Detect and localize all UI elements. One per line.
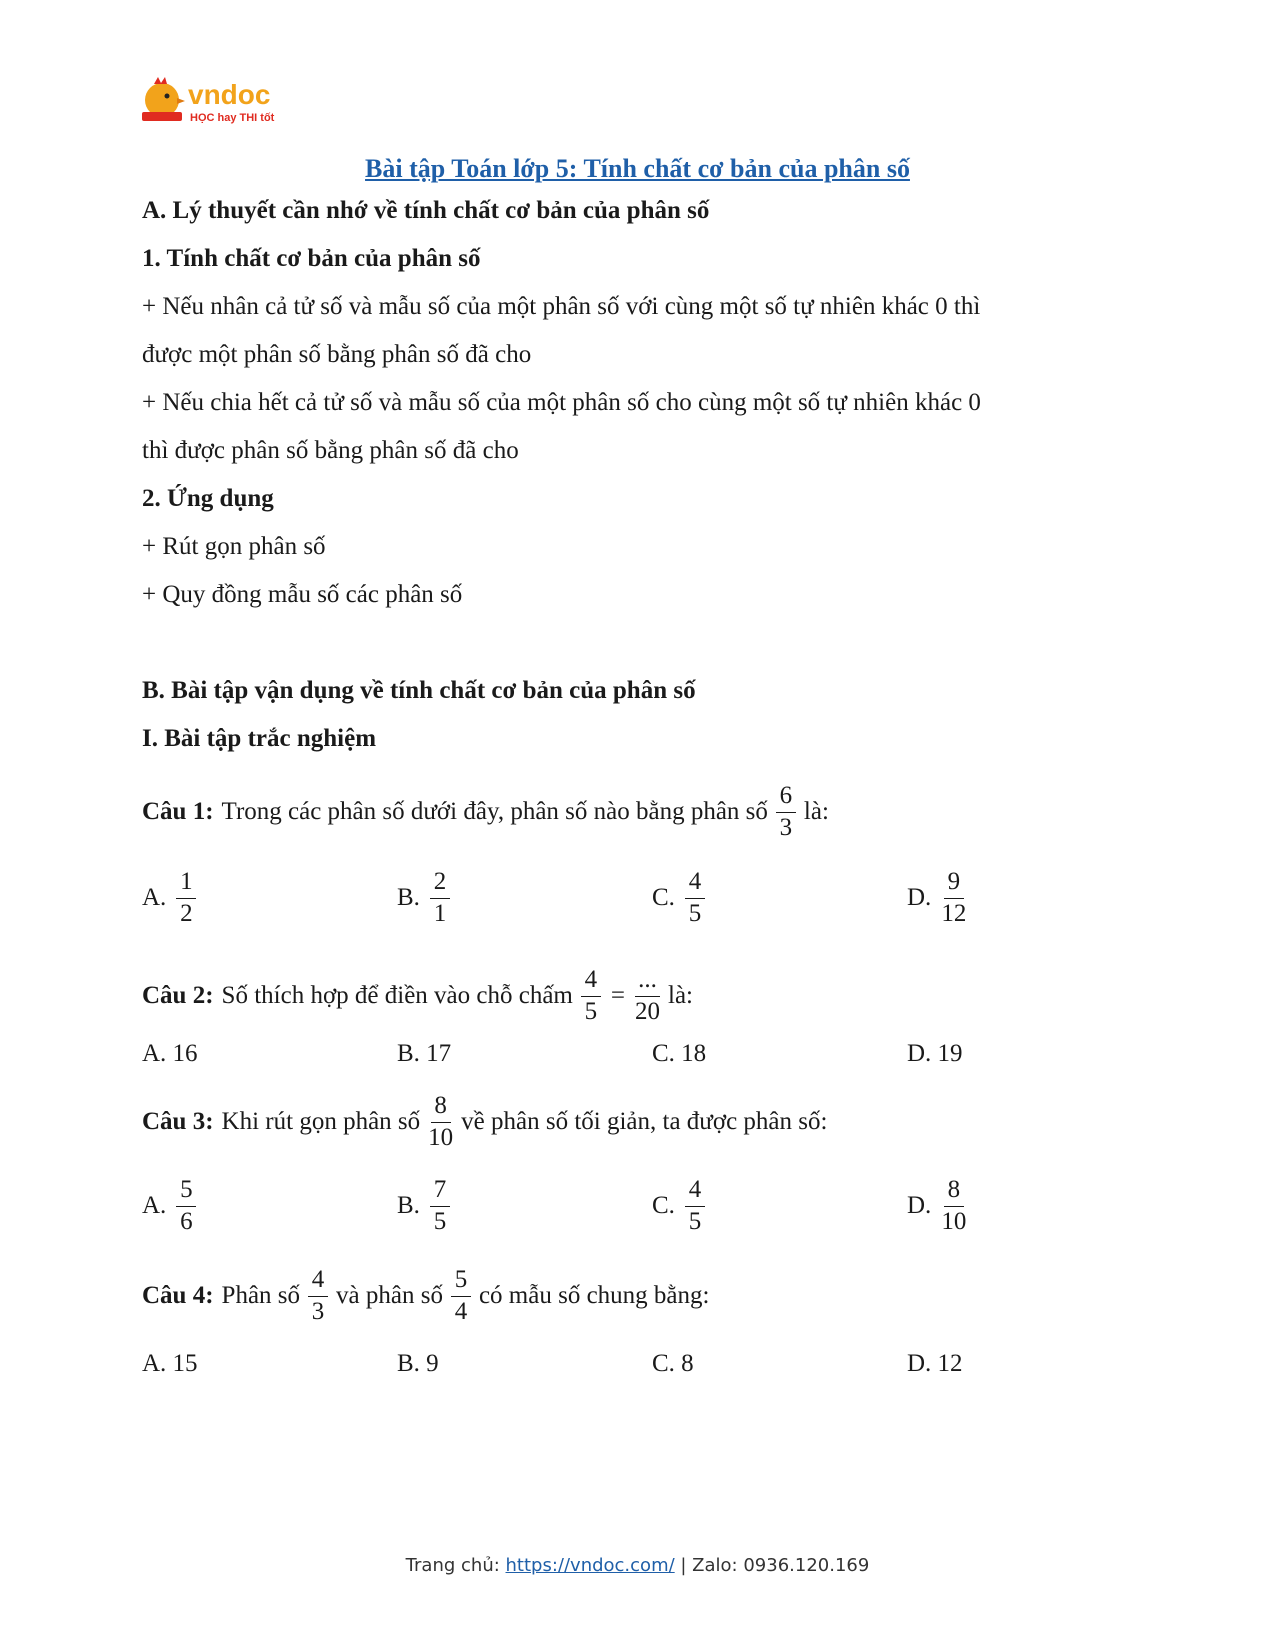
document-title[interactable]: Bài tập Toán lớp 5: Tính chất cơ bản của phân số [365,154,910,183]
denominator: 3 [779,813,793,841]
denominator: 1 [433,899,447,927]
option-letter: D. [907,1192,932,1219]
denominator: 12 [941,899,967,927]
denominator: 3 [311,1297,325,1325]
denominator: 4 [454,1297,468,1325]
numerator: 1 [176,869,196,898]
numerator: 8 [944,1177,964,1206]
fraction [685,869,705,927]
numerator: 4 [581,967,601,996]
question-2 [142,966,693,1026]
numerator: 5 [451,1267,471,1296]
question-2-tail: là: [668,982,693,1009]
fraction [176,869,196,927]
fraction [451,1267,471,1325]
denominator: 5 [688,899,702,927]
rule-2-line-1: + Nếu chia hết cả tử số và mẫu số của một phân số cho cùng một số tự nhiên khác 0 [142,389,981,416]
option-letter: C. [652,1192,675,1219]
section-a-heading: A. Lý thuyết cần nhớ về tính chất cơ bản của phân số [142,197,710,224]
q3-option-d[interactable] [907,1174,974,1238]
q1-option-a[interactable] [142,866,204,930]
q4-option-b[interactable]: B. 9 [397,1350,439,1377]
q1-option-b[interactable] [397,866,458,930]
denominator: 10 [941,1207,967,1235]
question-3-label: Câu 3: [142,1108,214,1135]
numerator: 8 [431,1093,451,1122]
q4-option-a[interactable]: A. 15 [142,1350,198,1377]
q1-option-c[interactable] [652,866,713,930]
question-2-text: Số thích hợp để điền vào chỗ chấm [221,982,573,1009]
numerator: 7 [430,1177,450,1206]
vndoc-logo [140,74,300,128]
numerator: 5 [176,1177,196,1206]
numerator: 2 [430,869,450,898]
fraction [941,869,966,927]
numerator: 4 [308,1267,328,1296]
question-4-mid: và phân số [336,1282,443,1309]
footer-prefix: Trang chủ: [405,1555,506,1576]
option-letter: A. [142,1192,167,1219]
question-3-tail: về phân số tối giản, ta được phân số: [461,1108,828,1135]
fraction [685,1177,705,1235]
denominator: 10 [428,1123,454,1151]
option-letter: B. [397,884,420,911]
option-letter: D. [907,884,932,911]
fraction [776,783,796,841]
equals-sign: = [610,982,625,1009]
fraction [430,869,450,927]
fraction [581,967,601,1025]
footer-contact: | Zalo: 0936.120.169 [674,1555,870,1576]
numerator: 9 [944,869,964,898]
q3-option-a[interactable] [142,1174,204,1238]
question-4 [142,1266,709,1326]
numerator: 4 [685,869,705,898]
question-4-text: Phân số [221,1282,301,1309]
denominator: 5 [584,997,598,1025]
q2-option-b[interactable]: B. 17 [397,1040,452,1067]
section-b-heading: B. Bài tập vận dụng về tính chất cơ bản của phân số [142,677,696,704]
logo-graphic [140,74,300,128]
question-1-label: Câu 1: [142,798,214,825]
q4-option-c[interactable]: C. 8 [652,1350,694,1377]
section-a-sub2: 2. Ứng dụng [142,485,274,512]
question-2-label: Câu 2: [142,982,214,1009]
denominator: 5 [688,1207,702,1235]
option-letter: B. [397,1192,420,1219]
question-4-label: Câu 4: [142,1282,214,1309]
question-1-text: Trong các phân số dưới đây, phân số nào bằng phân số [221,798,768,825]
rule-1-line-2: được một phân số bằng phân số đã cho [142,341,532,368]
q3-option-c[interactable] [652,1174,713,1238]
q2-option-d[interactable]: D. 19 [907,1040,963,1067]
denominator: 20 [635,997,660,1025]
q4-option-d[interactable]: D. 12 [907,1350,963,1377]
q1-option-d[interactable] [907,866,974,930]
question-3-text: Khi rút gọn phân số [221,1108,421,1135]
fraction [428,1093,453,1151]
svg-text:vndoc: vndoc [188,79,271,110]
denominator: 5 [433,1207,447,1235]
q2-option-c[interactable]: C. 18 [652,1040,707,1067]
q2-option-a[interactable]: A. 16 [142,1040,198,1067]
page-footer [0,1555,1275,1576]
section-a-sub1: 1. Tính chất cơ bản của phân số [142,245,481,272]
question-4-tail: có mẫu số chung bằng: [478,1282,710,1309]
fraction [176,1177,196,1235]
rule-2-line-2: thì được phân số bằng phân số đã cho [142,437,519,464]
denominator: 2 [180,899,193,927]
homepage-link[interactable]: https://vndoc.com/ [505,1555,675,1576]
fraction [941,1177,966,1235]
fraction [308,1267,328,1325]
numerator: ... [635,967,660,996]
numerator: 6 [776,783,796,812]
rule-1-line-1: + Nếu nhân cả tử số và mẫu số của một phân số với cùng một số tự nhiên khác 0 thì [142,293,981,320]
chicken-mascot-icon [145,83,179,117]
application-1: + Rút gọn phân số [142,533,326,560]
section-b-sub1: I. Bài tập trắc nghiệm [142,725,377,752]
option-letter: A. [142,884,167,911]
fraction [430,1177,450,1235]
question-3 [142,1092,827,1152]
option-letter: C. [652,884,675,911]
fraction [635,967,660,1025]
svg-text:HỌC hay THI tốt: HỌC hay THI tốt [190,112,275,124]
question-1-tail: là: [803,798,829,825]
application-2: + Quy đồng mẫu số các phân số [142,581,463,608]
denominator: 6 [180,1207,193,1235]
q3-option-b[interactable] [397,1174,458,1238]
question-1 [142,782,829,842]
numerator: 4 [685,1177,705,1206]
